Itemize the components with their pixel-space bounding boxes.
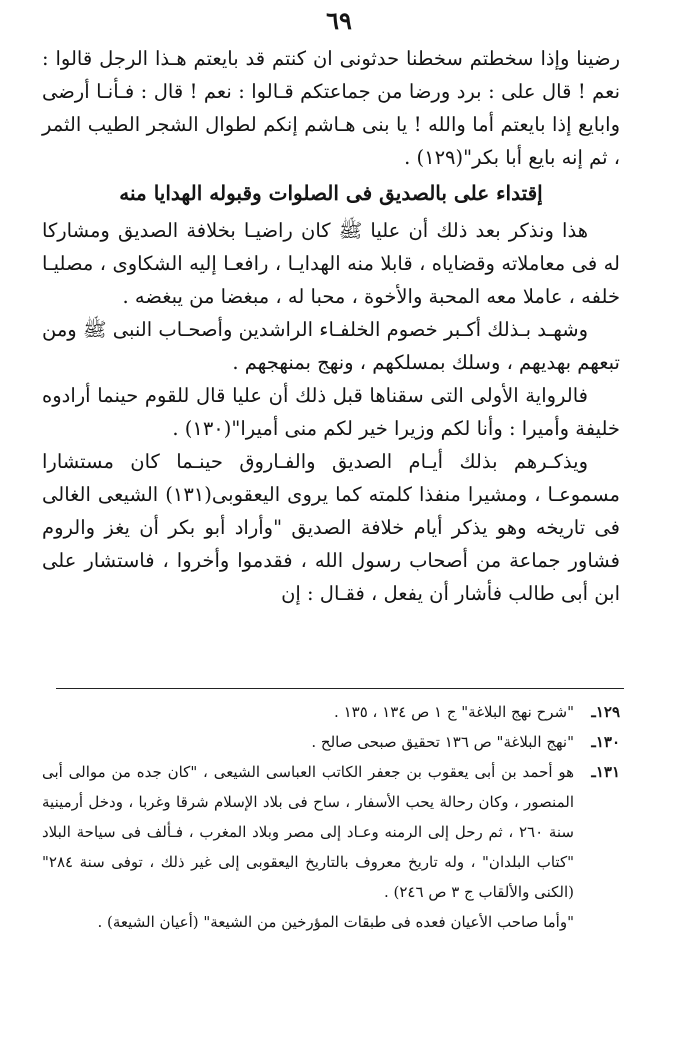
footnotes bbox=[42, 697, 620, 937]
footnote-continuation: "وأما صاحب الأعيان فعده فى طبقات المؤرخين من الشيعة" (أعيان الشيعة) . bbox=[97, 913, 574, 931]
page-number: ٦٩ bbox=[326, 6, 352, 35]
paragraph-1: هذا ونذكر بعد ذلك أن عليا ﷺ كان راضيـا بخلافة الصديق ومشاركا له فى معاملاته وقضاياه ، قابلا منه الهدايـا ، رافعـا إليه الشكاوى ، مصليـا خلفه ، عاملا معه المحبة والأخوة ، محبا له ، مبغضا من يبغضه . bbox=[42, 219, 620, 308]
footnote-number: ١٣١ـ bbox=[591, 763, 620, 781]
footnote-129 bbox=[42, 697, 620, 727]
footnote-text: "شرح نهج البلاغة" ج ١ ص ١٣٤ ، ١٣٥ . bbox=[334, 703, 574, 721]
paragraph-2: وشهـد بـذلك أكـبر خصوم الخلفـاء الراشدين وأصحـاب النبى ﷺ ومن تبعهم بهديهم ، وسلك بمسلكهم ، ونهج بمنهجهم . bbox=[42, 318, 620, 374]
footnote-text: هو أحمد بن أبى يعقوب بن جعفر الكاتب العباسى الشيعى ، "كان جده من موالى أبى المنصور ، وكان رحالة يحب الأسفار ، ساح فى بلاد الإسلام شرقا وغربا ، ودخل أرمينية سنة ٢٦٠ ، ثم رحل إلى الرمنه وعـاد إلى مصر وبلاد المغرب ، فـألف فى سياحة البلاد "كتاب البلدان" ، وله تاريخ معروف بالتاريخ اليعقوبى إلى غير ذلك ، توفى سنة ٢٨٤" (الكنى والألقاب ج ٣ ص ٢٤٦) . bbox=[42, 763, 575, 901]
section-heading: إقتداء على بالصديق فى الصلوات وقبوله الهدايا منه bbox=[119, 181, 543, 205]
footnote-131 bbox=[42, 757, 620, 907]
footnote-divider bbox=[56, 688, 624, 689]
paragraph-4: ويذكـرهم بذلك أيـام الصديق والفـاروق حينـما كان مستشارا مسموعـا ، ومشيرا منفذا كلمته كما يروى اليعقوبى(١٣١) الشيعى الغالى فى تاريخه وهو يذكر أيام خلافة الصديق "وأراد أبو بكر أن يغز والروم فشاور جماعة من أصحاب رسول الله ، فقدموا وأخروا ، فاستشار على ابن أبى طالب فأشار أن يفعل ، فقـال : إن bbox=[42, 450, 620, 605]
footnote-text: "نهج البلاغة" ص ١٣٦ تحقيق صبحى صالح . bbox=[311, 733, 574, 751]
intro-paragraph: رضينا وإذا سخطتم سخطنا حدثونى ان كنتم قد بايعتم هـذا الرجل قالوا : نعم ! قال على : برد ورضا من جماعتكم قـالوا : نعم ! قال : فـأنـا أرضى وابايع إذا بايعتم أما والله ! يا بنى هـاشم إنكم لطوال الشجر الطيب الثمر ، ثم إنه بايع أبا بكر"(١٢٩) . bbox=[42, 47, 621, 169]
footnote-130 bbox=[42, 727, 620, 757]
footnote-number: ١٢٩ـ bbox=[591, 703, 620, 721]
main-text bbox=[42, 42, 620, 610]
footnote-number: ١٣٠ـ bbox=[591, 733, 620, 751]
paragraph-3: فالرواية الأولى التى سقناها قبل ذلك أن عليا قال للقوم حينما أرادوه خليفة وأميرا : وأنا لكم وزيرا خير لكم منى أميرا"(١٣٠) . bbox=[42, 384, 620, 440]
